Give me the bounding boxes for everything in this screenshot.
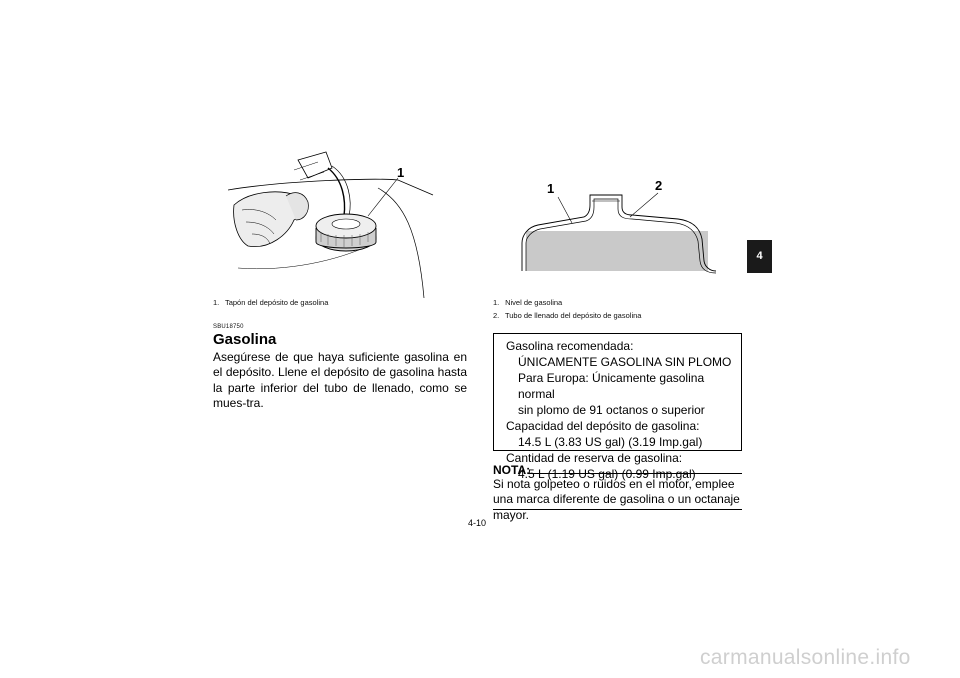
caption-text: Tapón del depósito de gasolina [224, 298, 329, 307]
caption-number: 1. [213, 298, 220, 307]
fuel-cap-illustration [228, 150, 468, 298]
nota-text: Si nota golpeteo o ruidos en el motor, emplee una marca diferente de gasolina o un octanaje mayor. [493, 477, 740, 522]
caption-number: 2. [493, 311, 500, 320]
spec-recommended-label: Gasolina recomendada: [506, 339, 634, 353]
right-figure-callout-2: 2 [655, 178, 663, 193]
page-number: 4-10 [468, 518, 487, 528]
left-figure-caption [213, 298, 328, 308]
caption-text: Tubo de llenado del depósito de gasolina [504, 311, 642, 320]
chapter-tab: 4 [747, 240, 772, 273]
nota-label: NOTA: [493, 463, 531, 477]
section-body: Asegúrese de que haya suficiente gasolina en el depósito. Llene el depósito de gasolina hasta la parte inferior del tubo de llenado, como se mues-tra. [213, 350, 467, 410]
caption-text: Nivel de gasolina [505, 298, 563, 307]
section-code: SBU18750 [213, 324, 244, 330]
spec-capacity-label: Capacidad del depósito de gasolina: [506, 419, 700, 433]
nota-bottom-rule [493, 509, 742, 510]
spec-capacity-value: 14.5 L (3.83 US gal) (3.19 Imp.gal) [518, 435, 703, 449]
right-figure-caption-2 [493, 311, 641, 321]
nota-top-rule [530, 473, 742, 474]
caption-number: 1. [493, 298, 500, 307]
spec-europe-line: Para Europa: Únicamente gasolina normal [518, 371, 705, 401]
right-figure-callout-1: 1 [547, 181, 555, 196]
spec-reserve-label: Cantidad de reserva de gasolina: [506, 451, 683, 465]
spec-reserve-value: 4.5 L (1.19 US gal) (0.99 Imp.gal) [518, 467, 696, 481]
section-title: Gasolina [213, 331, 277, 348]
spec-recommended-value: ÚNICAMENTE GASOLINA SIN PLOMO [518, 355, 732, 369]
spec-europe-line-2: sin plomo de 91 octanos o superior [518, 403, 705, 417]
right-figure-caption-1 [493, 298, 562, 308]
watermark: carmanualsonline.info [700, 646, 911, 669]
left-figure-callout: 1 [397, 165, 405, 180]
